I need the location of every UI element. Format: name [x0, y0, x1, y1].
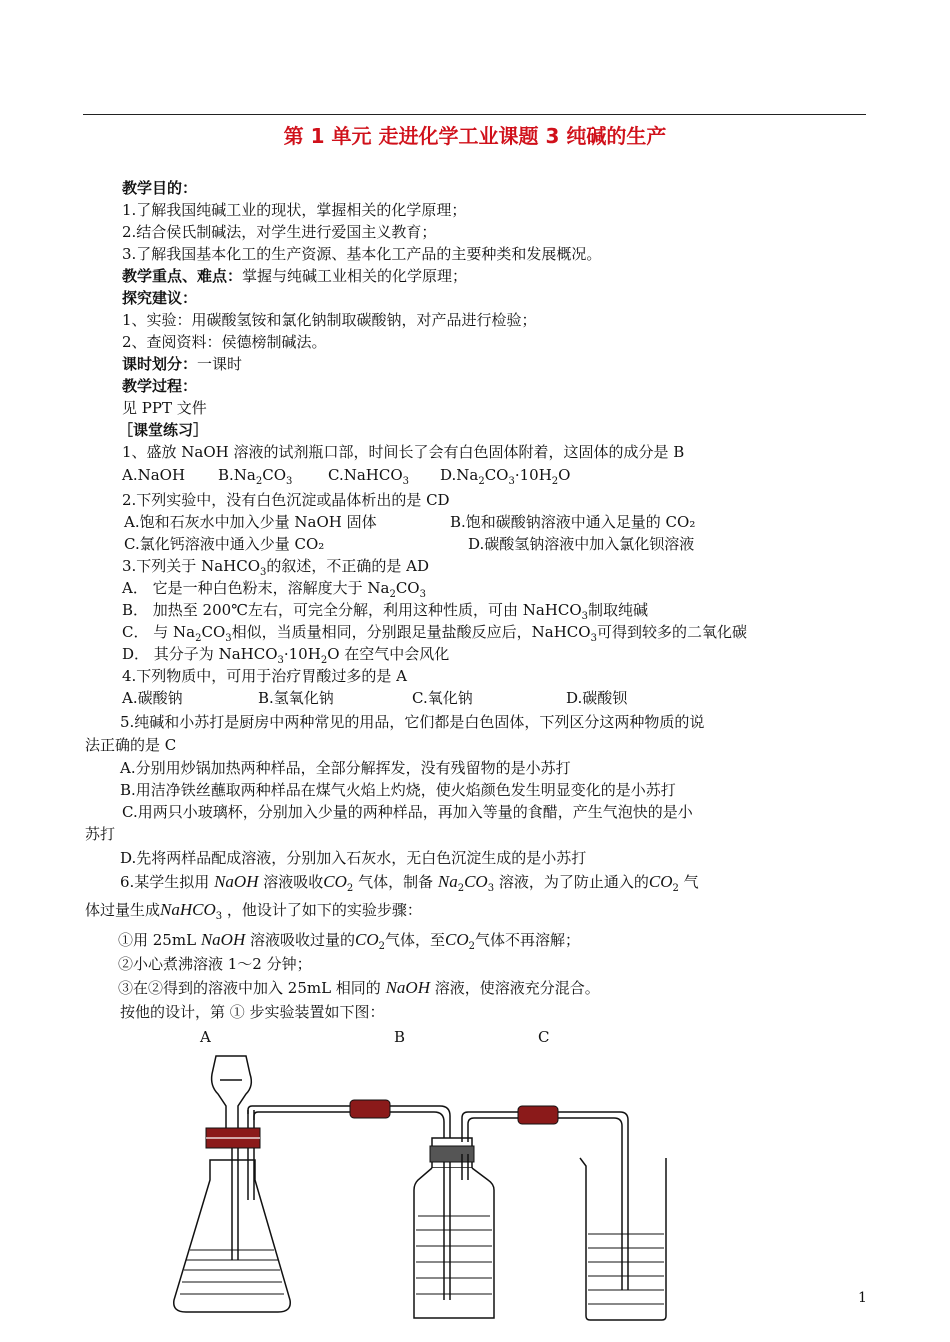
q5-option-b: B.用洁净铁丝蘸取两种样品在煤气火焰上灼烧，使火焰颜色发生明显变化的是小苏打 — [120, 781, 676, 799]
q6-line2: 体过量生成NaHCO$_3$ ，他设计了如下的实验步骤： — [85, 900, 422, 922]
objective-1: 1.了解我国纯碱工业的现状，掌握相关的化学原理； — [122, 201, 467, 219]
apparatus-label-b: B — [394, 1028, 406, 1046]
q3-option-a: A． 它是一种白色粉末，溶解度大于 $Na_2CO_3$ — [122, 579, 426, 600]
q6-step1: ①用 25mL NaOH 溶液吸收过量的$CO_2$气体，至$CO_2$气体不再溶解； — [118, 930, 581, 952]
q4-option-b: B.氢氧化钠 — [258, 689, 334, 707]
bottle-b — [414, 1138, 494, 1318]
q5-stem-line2: 法正确的是 C — [85, 736, 177, 754]
inquiry-1: 1、实验：用碳酸氢铵和氯化钠制取碳酸钠，对产品进行检验； — [122, 311, 537, 329]
flask-a — [174, 1056, 291, 1312]
q5-option-c-line1: C.用两只小玻璃杯，分别加入少量的两种样品，再加入等量的食醋，产生气泡快的是小 — [122, 803, 693, 821]
class-time-text: 一课时 — [197, 355, 243, 373]
q6-line1: 6.某学生拟用 NaOH 溶液吸收$CO_2$ 气体，制备 $Na_2CO_3$ 溶液，为了防止通入的$CO_2$ 气 — [120, 872, 699, 894]
process-heading: 教学过程： — [122, 377, 198, 395]
class-time-heading: 课时划分： — [122, 355, 198, 373]
key-points-text: 掌握与纯碱工业相关的化学原理； — [242, 267, 468, 285]
exercise-heading: ［课堂练习］ — [118, 421, 209, 439]
q6-step2: ②小心煮沸溶液 1～2 分钟； — [118, 955, 312, 973]
q3-option-d: D． 其分子为 $NaHCO_3\cdot 10H_2O$ 在空气中会风化 — [122, 645, 450, 666]
process-text: 见 PPT 文件 — [122, 399, 207, 417]
page-title: 第 1 单元 走进化学工业课题 3 纯碱的生产 — [283, 124, 667, 148]
q6-step3: ③在②得到的溶液中加入 25mL 相同的 NaOH 溶液，使溶液充分混合。 — [118, 978, 600, 997]
apparatus-label-c: C — [538, 1028, 550, 1046]
q4-option-d: D.碳酸钡 — [566, 689, 628, 707]
q2-option-d: D.碳酸氢钠溶液中加入氯化钡溶液 — [468, 535, 695, 553]
q3-stem: 3.下列关于 NaHCO$_3$的叙述，不正确的是 AD — [122, 557, 430, 578]
inquiry-2: 2、查阅资料：侯德榜制碱法。 — [122, 333, 327, 351]
q1-option-a: A.NaOH — [122, 466, 186, 484]
q5-option-a: A.分别用炒锅加热两种样品，全部分解挥发，没有残留物的是小苏打 — [120, 759, 571, 777]
q5-option-c-line2: 苏打 — [85, 825, 116, 843]
header-rule — [83, 114, 866, 115]
apparatus-diagram — [150, 1050, 710, 1330]
q4-option-c: C.氧化钠 — [412, 689, 473, 707]
q1-stem: 1、盛放 NaOH 溶液的试剂瓶口部，时间长了会有白色固体附着，这固体的成分是 B — [122, 443, 685, 461]
q6-step4: 按他的设计，第 ① 步实验装置如下图： — [120, 1003, 385, 1021]
rubber-joint-2 — [518, 1106, 558, 1124]
key-points-heading: 教学重点、难点： — [122, 267, 243, 285]
connector-tube-ab — [248, 1106, 450, 1140]
objectives-heading: 教学目的： — [122, 179, 198, 197]
q4-option-a: A.碳酸钠 — [122, 689, 183, 707]
q1-option-d: $D.Na_2CO_3\cdot 10H_2O$ — [440, 466, 571, 487]
q3-option-c: C． 与 $Na_2CO_3$相似，当质量相同，分别跟足量盐酸反应后，NaHCO$_3$可得到较多的二氧化碳 — [122, 623, 747, 644]
q2-option-c: C.氯化钙溶液中通入少量 CO₂ — [124, 535, 325, 553]
objective-2: 2.结合侯氏制碱法，对学生进行爱国主义教育； — [122, 223, 437, 241]
inquiry-heading: 探究建议： — [122, 289, 198, 307]
apparatus-label-a: A — [200, 1028, 211, 1046]
q3-option-b: B． 加热至 200℃左右，可完全分解，利用这种性质，可由 NaHCO$_3$制取纯碱 — [122, 601, 649, 622]
q5-option-d: D.先将两样品配成溶液，分别加入石灰水，无白色沉淀生成的是小苏打 — [120, 849, 587, 867]
page-number: 1 — [858, 1290, 867, 1306]
q2-stem: 2.下列实验中，没有白色沉淀或晶体析出的是 CD — [122, 491, 450, 509]
q2-option-a: A.饱和石灰水中加入少量 NaOH 固体 — [124, 513, 377, 531]
q1-option-c: C.NaHCO$_3$ — [328, 466, 410, 487]
q4-stem: 4.下列物质中，可用于治疗胃酸过多的是 A — [122, 667, 407, 685]
key-points — [122, 266, 467, 286]
class-time — [122, 354, 242, 374]
q1-option-b: $B.Na_2CO_3$ — [218, 466, 293, 487]
beaker-c — [580, 1158, 666, 1320]
rubber-joint-1 — [350, 1100, 390, 1118]
q5-stem-line1: 5.纯碱和小苏打是厨房中两种常见的用品，它们都是白色固体，下列区分这两种物质的说 — [120, 713, 705, 731]
objective-3: 3.了解我国基本化工的生产资源、基本化工产品的主要种类和发展概况。 — [122, 245, 602, 263]
q2-option-b: B.饱和碳酸钠溶液中通入足量的 CO₂ — [450, 513, 696, 531]
